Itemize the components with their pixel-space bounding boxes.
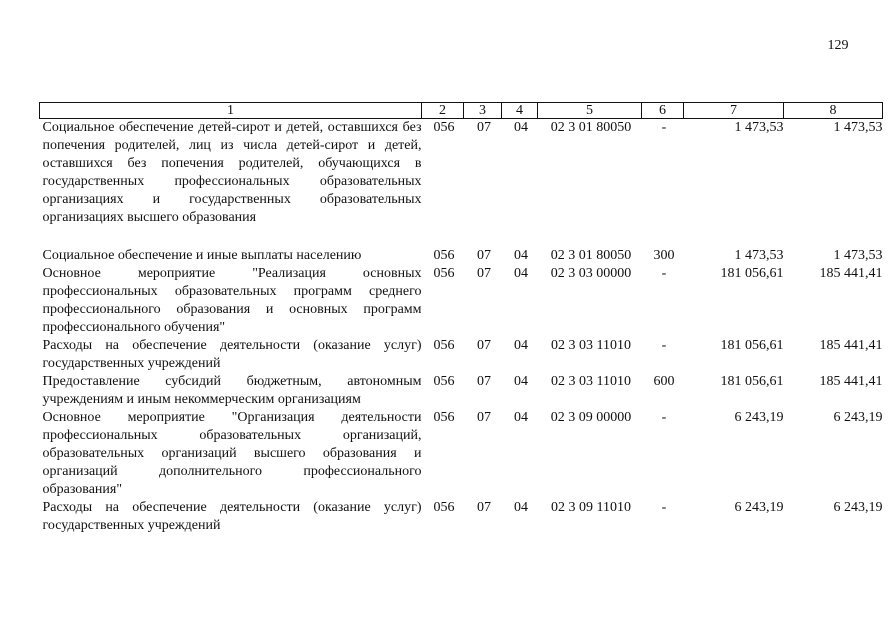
row-code-2: 056 xyxy=(433,266,455,281)
table-row xyxy=(40,247,883,265)
table-row xyxy=(40,119,883,228)
row-value-7: 181 056,61 xyxy=(720,266,784,281)
row-code-6: - xyxy=(661,410,667,425)
col-header-3: 3 xyxy=(464,103,502,119)
row-value-8: 6 243,19 xyxy=(833,410,883,425)
col-header-1: 1 xyxy=(40,103,422,119)
row-value-7: 6 243,19 xyxy=(734,500,784,515)
row-value-7: 1 473,53 xyxy=(734,248,784,263)
row-name: Предоставление субсидий бюджетным, автономным учреждениям и иным некоммерческим организациям xyxy=(42,374,422,407)
row-value-8: 185 441,41 xyxy=(819,338,883,353)
row-code-6: - xyxy=(661,120,667,135)
row-code-4: 04 xyxy=(514,266,528,281)
col-header-6: 6 xyxy=(642,103,684,119)
row-code-3: 07 xyxy=(477,500,491,515)
row-code-2: 056 xyxy=(433,248,455,263)
row-value-8: 1 473,53 xyxy=(833,120,883,135)
row-code-5: 02 3 01 80050 xyxy=(550,120,632,135)
row-code-2: 056 xyxy=(433,500,455,515)
row-code-3: 07 xyxy=(477,266,491,281)
row-code-3: 07 xyxy=(477,248,491,263)
row-value-8: 6 243,19 xyxy=(833,500,883,515)
row-code-4: 04 xyxy=(514,248,528,263)
row-code-5: 02 3 03 11010 xyxy=(551,374,631,389)
table-row xyxy=(40,499,883,535)
row-code-5: 02 3 01 80050 xyxy=(550,248,632,263)
row-name: Социальное обеспечение и иные выплаты населению xyxy=(42,248,362,263)
table-row xyxy=(40,409,883,499)
row-code-2: 056 xyxy=(433,338,455,353)
table-row xyxy=(40,337,883,373)
header-row xyxy=(40,103,883,119)
row-code-2: 056 xyxy=(433,374,455,389)
row-value-8: 1 473,53 xyxy=(833,248,883,263)
row-code-6: - xyxy=(661,338,667,353)
row-code-4: 04 xyxy=(514,120,528,135)
row-name: Основное мероприятие "Реализация основных профессиональных образовательных программ среднего профессионального образования и основных программ профессионального обучения" xyxy=(42,266,422,335)
row-code-6: - xyxy=(661,266,667,281)
row-code-6: 600 xyxy=(653,374,675,389)
row-code-3: 07 xyxy=(477,120,491,135)
col-header-4: 4 xyxy=(502,103,538,119)
row-name: Расходы на обеспечение деятельности (оказание услуг) государственных учреждений xyxy=(42,338,422,371)
row-code-2: 056 xyxy=(433,410,455,425)
row-code-3: 07 xyxy=(477,338,491,353)
col-header-8: 8 xyxy=(784,103,883,119)
row-value-8: 185 441,41 xyxy=(819,266,883,281)
row-code-5: 02 3 03 11010 xyxy=(551,338,631,353)
col-header-2: 2 xyxy=(422,103,464,119)
row-code-5: 02 3 09 00000 xyxy=(550,410,632,425)
row-code-4: 04 xyxy=(514,500,528,515)
table-row xyxy=(40,373,883,409)
row-code-4: 04 xyxy=(514,338,528,353)
spacer-row xyxy=(40,227,883,247)
row-code-5: 02 3 09 11010 xyxy=(551,500,631,515)
row-code-5: 02 3 03 00000 xyxy=(550,266,632,281)
row-code-6: - xyxy=(661,500,667,515)
row-code-4: 04 xyxy=(514,410,528,425)
budget-table xyxy=(39,102,883,535)
row-name: Основное мероприятие "Организация деятельности профессиональных образовательных организаций, образовательных организаций высшего образования и организаций дополнительного профессионального образования" xyxy=(42,410,422,497)
row-name: Социальное обеспечение детей-сирот и детей, оставшихся без попечения родителей, лиц из числа детей-сирот и детей, оставшихся без попечения родителей, обучающихся в государственных профессиональных образовательных организациях и государственных образовательных организациях высшего образования xyxy=(42,120,422,225)
row-value-7: 181 056,61 xyxy=(720,338,784,353)
row-value-8: 185 441,41 xyxy=(819,374,883,389)
row-code-4: 04 xyxy=(514,374,528,389)
row-value-7: 181 056,61 xyxy=(720,374,784,389)
row-value-7: 6 243,19 xyxy=(734,410,784,425)
row-name: Расходы на обеспечение деятельности (оказание услуг) государственных учреждений xyxy=(42,500,422,533)
row-code-2: 056 xyxy=(433,120,455,135)
row-code-3: 07 xyxy=(477,374,491,389)
row-value-7: 1 473,53 xyxy=(734,120,784,135)
page-number: 129 xyxy=(827,38,849,53)
row-code-3: 07 xyxy=(477,410,491,425)
row-code-6: 300 xyxy=(653,248,675,263)
table-row xyxy=(40,265,883,337)
col-header-5: 5 xyxy=(538,103,642,119)
col-header-7: 7 xyxy=(684,103,784,119)
